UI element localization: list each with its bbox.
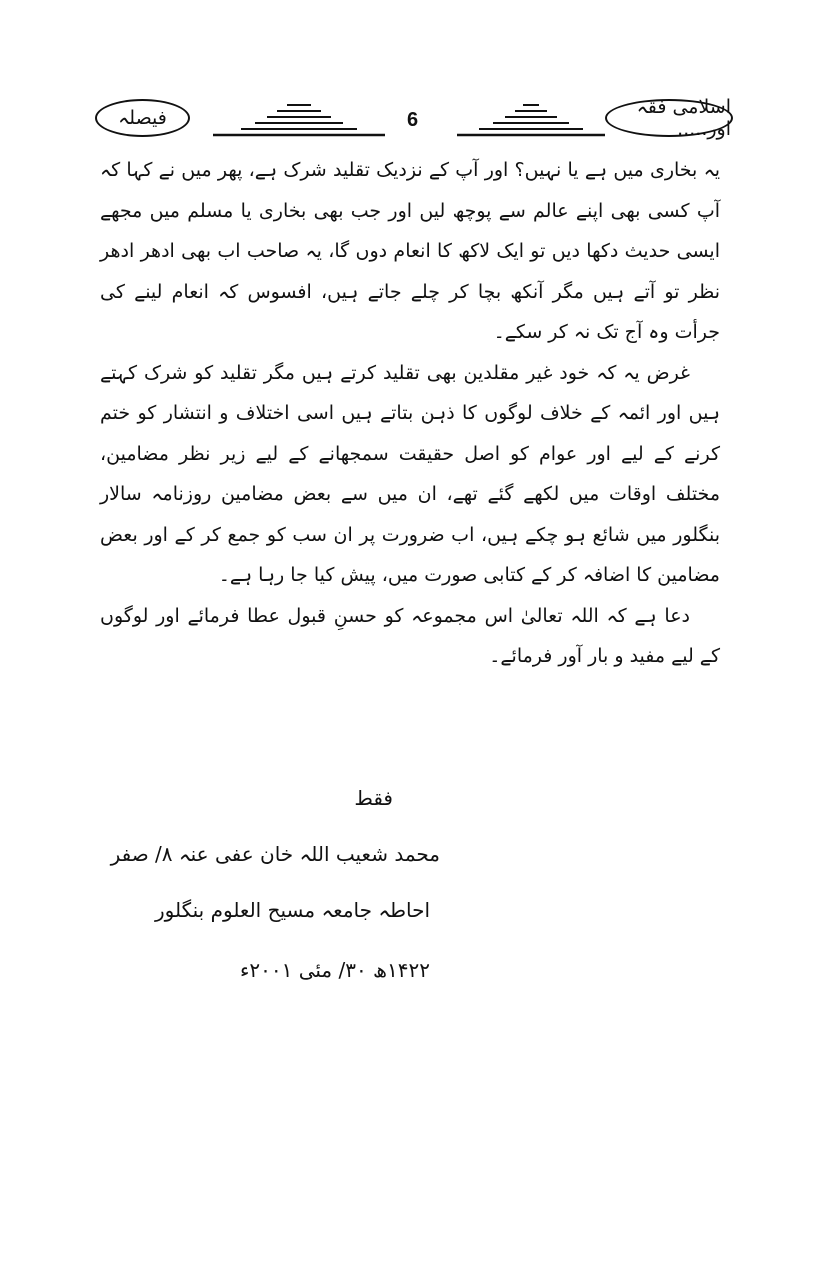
right-ornament [457,95,605,139]
book-title: اسلامی فقہ اور..... [636,96,731,140]
signature-author: محمد شعیب اللہ خان عفی عنہ ۸/ صفر [110,842,440,866]
chapter-oval [95,99,190,137]
signature-date: ۱۴۲۲ھ ۳۰/ مئی ۲۰۰۱ء [239,958,430,982]
book-title-oval [605,96,733,140]
paragraph: یہ بخاری میں ہے یا نہیں؟ اور آپ کے نزدیک تقلید شرک ہے، پھر میں نے کہا کہ آپ کسی بھی اپنے عالم سے پوچھ لیں اور جب بھی بخاری یا مسلم میں مجھے ایسی حدیث دکھا دیں تو ایک لاکھ کا انعام دوں گا، یہ صاحب اب بھی ادھر ادھر نظر تو آتے ہیں مگر آنکھ بچا کر چلے جاتے ہیں، افسوس کہ انعام لینے کی جرأت وہ آج تک نہ کر سکے۔ [100,159,720,343]
page-header [95,95,733,145]
paragraph: غرض یہ کہ خود غیر مقلدین بھی تقلید کرتے ہیں مگر تقلید کو شرک کہتے ہیں اور ائمہ کے خلاف لوگوں کا ذہن بتاتے ہیں اسی اختلاف و انتشار کو ختم کرنے کے لیے اور عوام کو اصل حقیقت سمجھانے کے لیے زیر نظر مضامین، مختلف اوقات میں لکھے گئے تھے، ان میں سے بعض مضامین روزنامہ سالار بنگلور میں شائع ہو چکے ہیں، اب ضرورت پر ان سب کو جمع کر کے اور بعض مضامین کا اضافہ کر کے کتابی صورت میں، پیش کیا جا رہا ہے۔ [100,361,720,586]
chapter-title: فیصلہ [118,107,167,129]
signature-institution: احاطہ جامعہ مسیح العلوم بنگلور [154,898,430,922]
page-body [100,150,720,677]
signature-closing: فقط [354,786,393,810]
left-ornament [213,95,385,139]
paragraph: دعا ہے کہ اللہ تعالیٰ اس مجموعہ کو حسنِ قبول عطا فرمائے اور لوگوں کے لیے مفید و بار آور فرمائے۔ [100,604,720,667]
page-number: 6 [407,109,419,131]
